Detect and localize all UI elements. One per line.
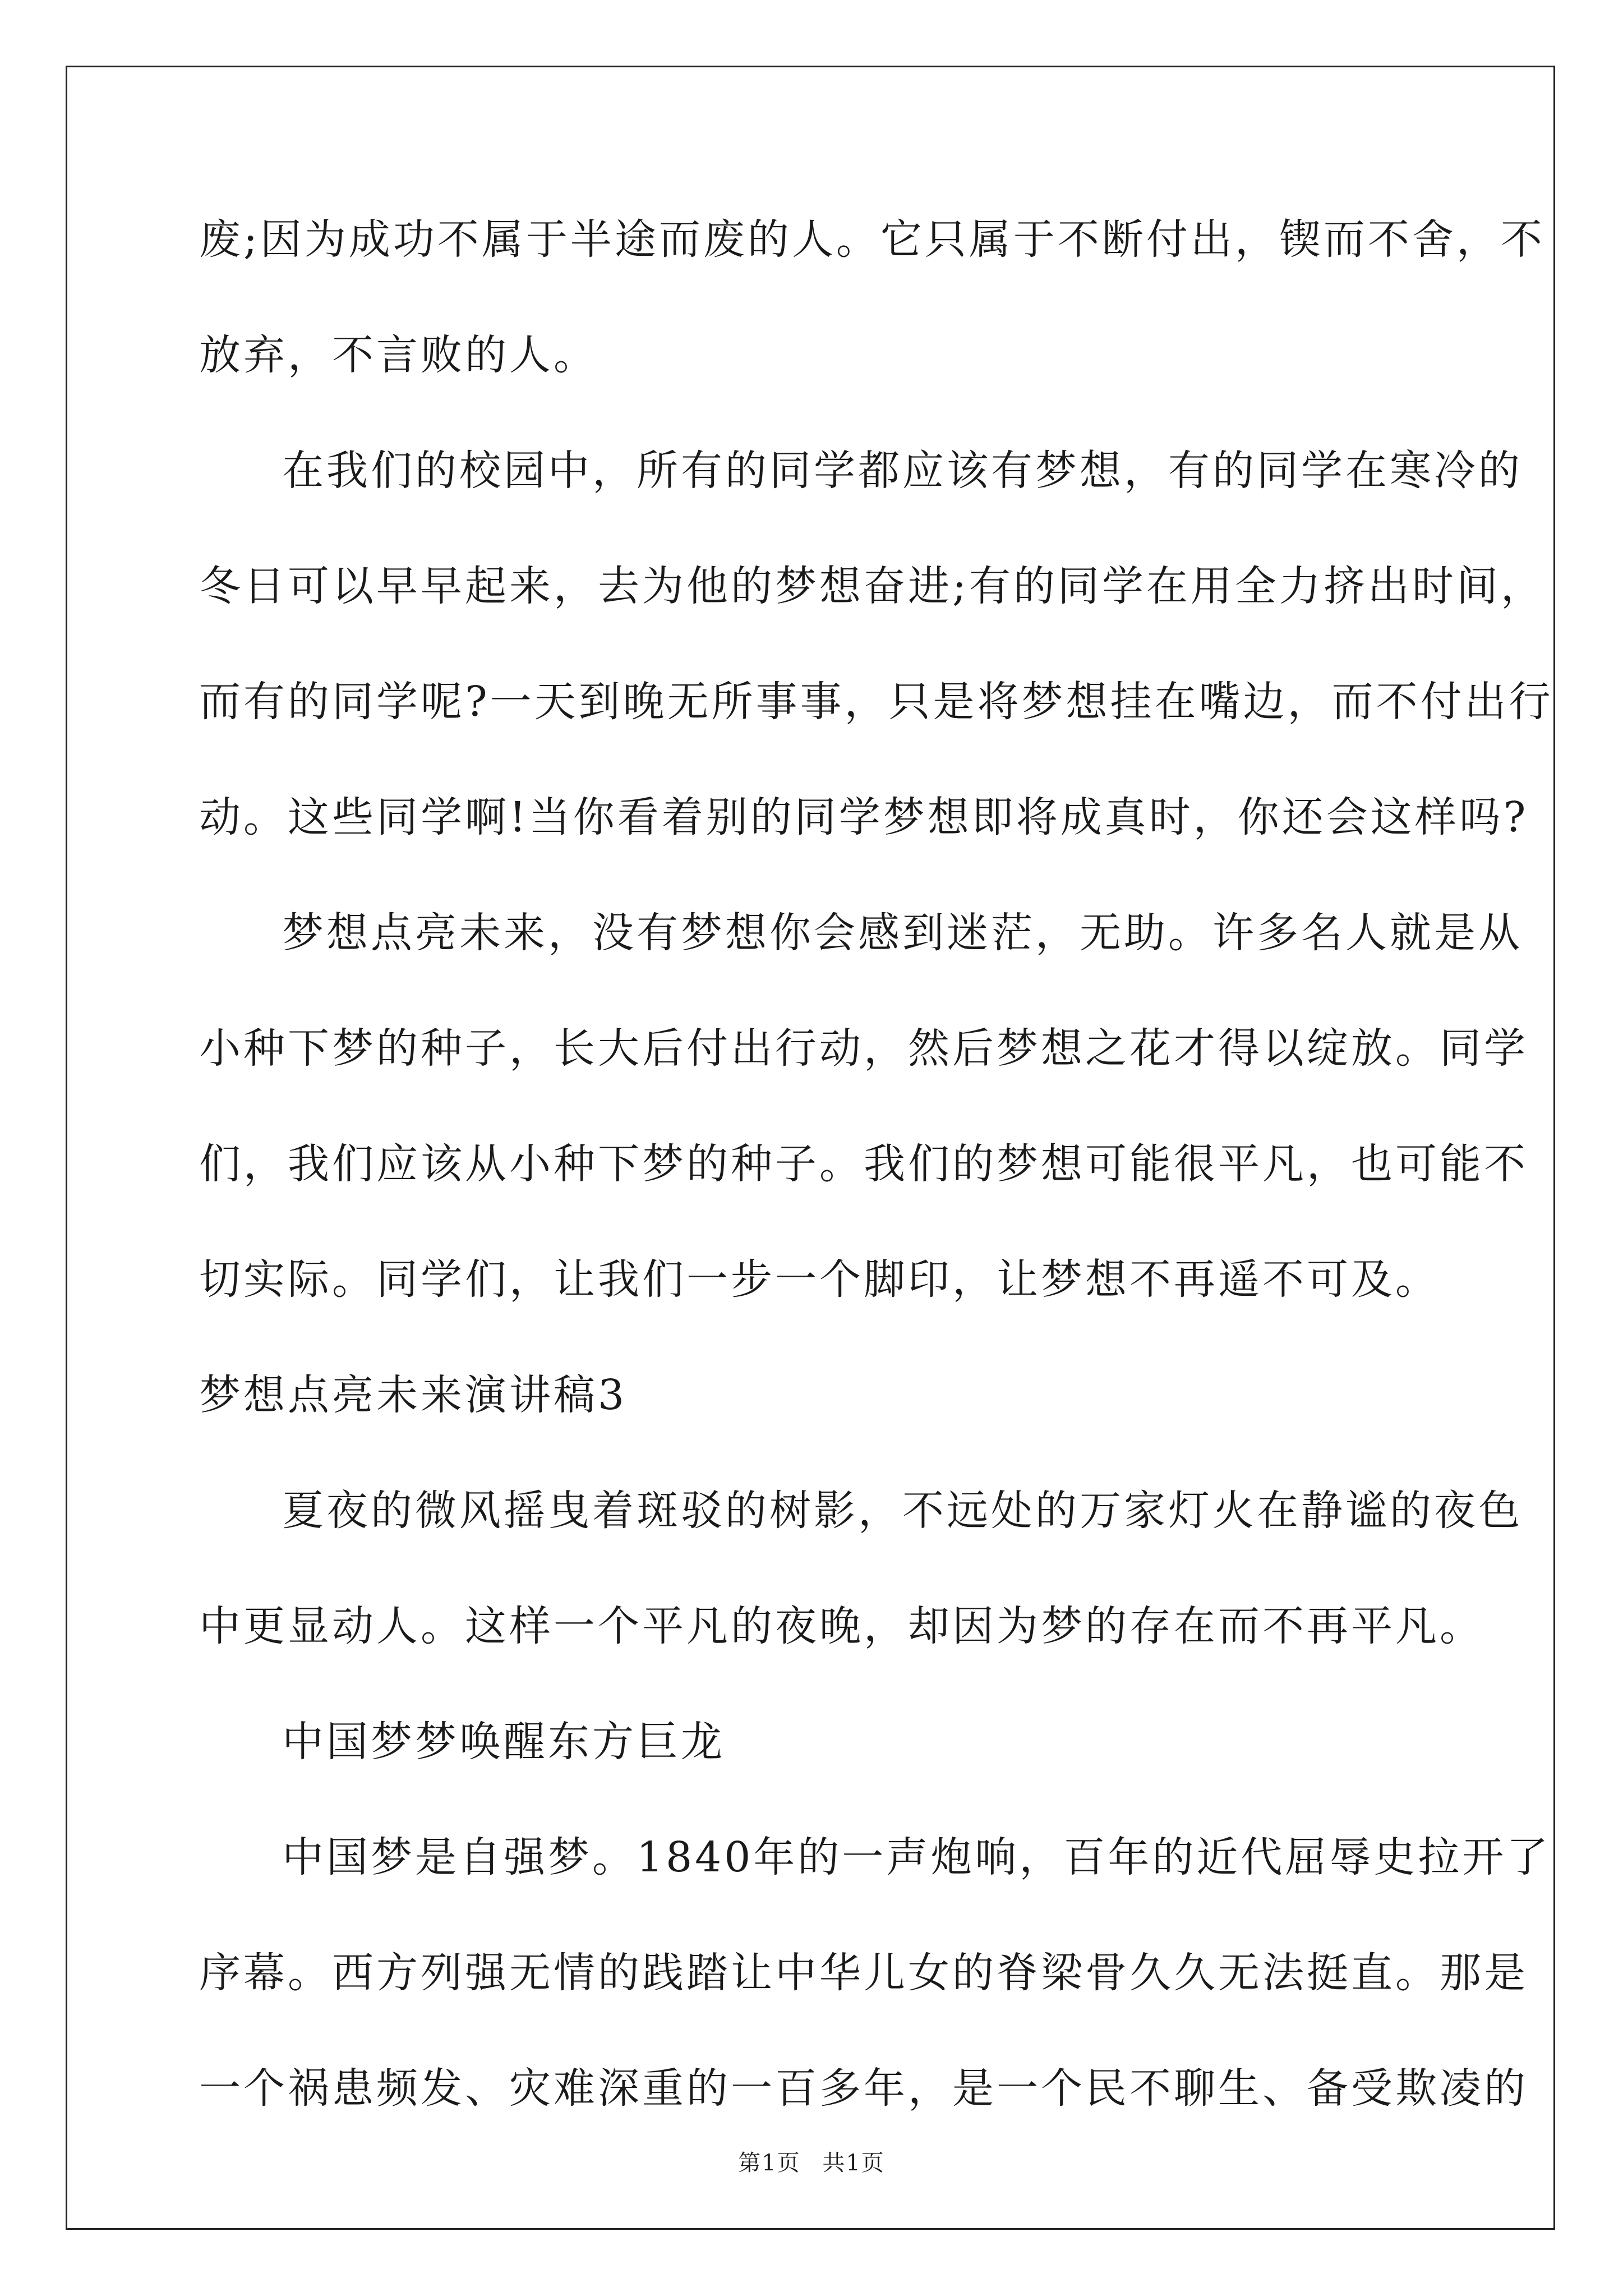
paragraph-line: 切实际。同学们，让我们一步一个脚印，让梦想不再遥不可及。 [199,1255,1440,1304]
page-footer [0,2152,1623,2174]
paragraph-line: 一个祸患频发、灾难深重的一百多年，是一个民不聊生、备受欺凌的 [199,2064,1528,2113]
paragraph-line: 废;因为成功不属于半途而废的人。它只属于不断付出，锲而不舍，不 [199,215,1545,264]
paragraph-line: 动。这些同学啊!当你看着别的同学梦想即将成真时，你还会这样吗? [199,793,1529,841]
paragraph-line: 序幕。西方列强无情的践踏让中华儿女的脊梁骨久久无法挺直。那是 [199,1949,1528,1997]
paragraph-line: 夏夜的微风摇曳着斑驳的树影，不远处的万家灯火在静谧的夜色 [282,1487,1523,1535]
page-number: 第1页 [738,2150,801,2176]
paragraph-line: 小种下梦的种子，长大后付出行动，然后梦想之花才得以绽放。同学 [199,1024,1528,1073]
paragraph-line: 中国梦梦唤醒东方巨龙 [282,1718,725,1766]
paragraph-line: 梦想点亮未来，没有梦想你会感到迷茫，无助。许多名人就是从 [282,909,1523,957]
paragraph-line: 冬日可以早早起来，去为他的梦想奋进;有的同学在用全力挤出时间， [199,562,1545,610]
paragraph-line: 而有的同学呢?一天到晚无所事事，只是将梦想挂在嘴边，而不付出行 [199,678,1553,726]
page-total: 共1页 [822,2150,885,2176]
paragraph-line: 在我们的校园中，所有的同学都应该有梦想，有的同学在寒冷的 [282,447,1523,495]
paragraph-line: 中国梦是自强梦。1840年的一声炮响，百年的近代屈辱史拉开了 [282,1833,1551,1881]
section-heading: 梦想点亮未来演讲稿3 [199,1371,628,1419]
paragraph-line: 放弃，不言败的人。 [199,331,598,379]
paragraph-line: 们，我们应该从小种下梦的种子。我们的梦想可能很平凡，也可能不 [199,1140,1528,1188]
paragraph-line: 中更显动人。这样一个平凡的夜晚，却因为梦的存在而不再平凡。 [199,1602,1484,1650]
